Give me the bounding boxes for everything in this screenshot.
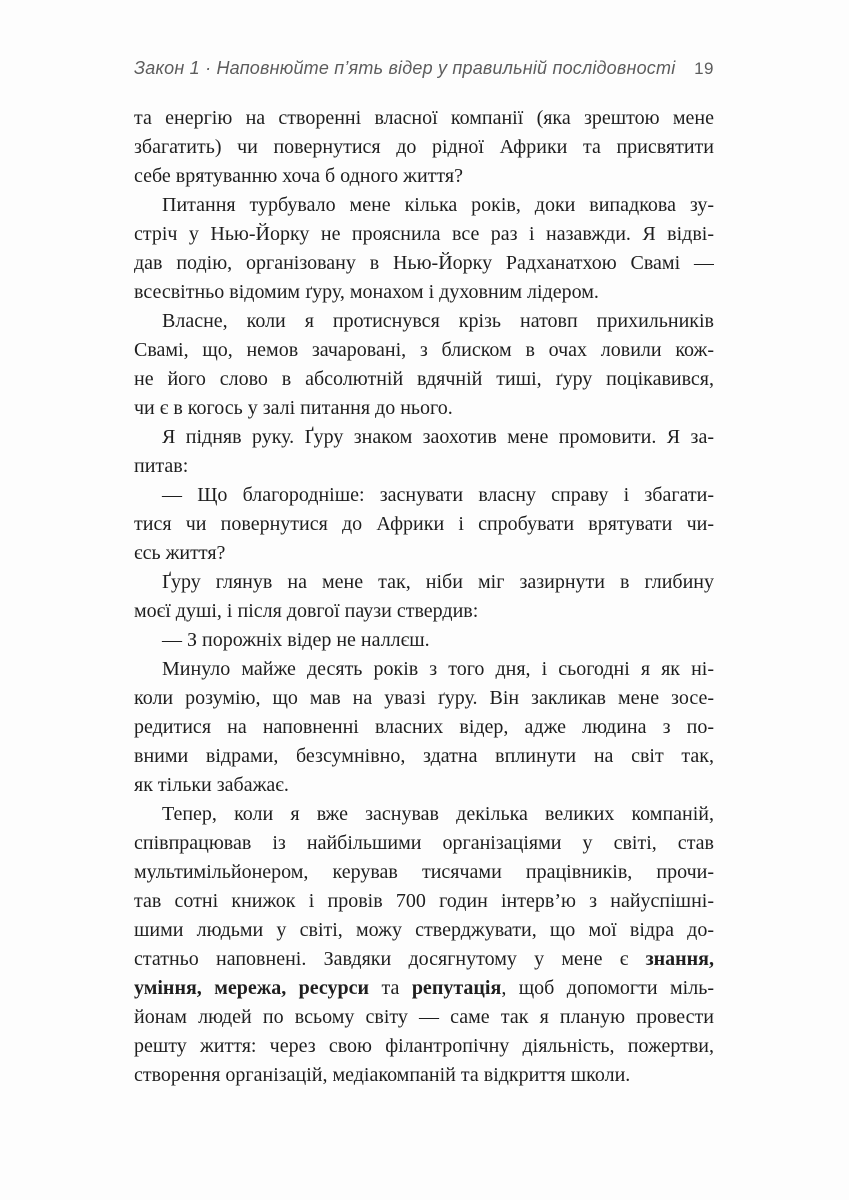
text-line — [134, 220, 714, 249]
text-line — [134, 626, 714, 655]
text-segment: шими людьми у світі, можу стверджувати, що мої відра до- — [134, 919, 714, 941]
text-segment: та — [369, 977, 412, 999]
text-segment: та енергію на створенні власної компанії (яка зрештою мене — [134, 107, 714, 129]
text-line — [134, 800, 714, 829]
text-line — [134, 423, 714, 452]
text-line — [134, 916, 714, 945]
text-line — [134, 887, 714, 916]
text-segment: моєї душі, і після довгої паузи ствердив: — [134, 600, 479, 622]
text-segment: статньо наповнені. Завдяки досягнутому у мене є — [134, 948, 646, 970]
text-line — [134, 452, 714, 481]
text-line — [134, 597, 714, 626]
text-line — [134, 742, 714, 771]
text-segment: Власне, коли я протиснувся крізь натовп прихильників — [162, 310, 714, 332]
text-segment: не його слово в абсолютній вдячній тиші, ґуру поцікавився, — [134, 368, 714, 390]
bold-text-segment: уміння, мережа, ресурси — [134, 977, 370, 999]
text-segment: тися чи повернутися до Африки і спробувати врятувати чи- — [134, 513, 714, 535]
text-line — [134, 858, 714, 887]
text-line — [134, 829, 714, 858]
text-segment: збагатить) чи повернутися до рідної Африки та присвятити — [134, 136, 714, 158]
text-line — [134, 539, 714, 568]
text-line — [134, 1003, 714, 1032]
text-line — [134, 684, 714, 713]
text-segment: чи є в когось у залі питання до нього. — [134, 397, 453, 419]
text-segment: всесвітньо відомим ґуру, монахом і духовним лідером. — [134, 281, 599, 303]
text-line — [134, 974, 714, 1003]
text-segment: Тепер, коли я вже заснував декілька великих компаній, — [162, 803, 714, 825]
text-line — [134, 481, 714, 510]
text-segment: — З порожніх відер не наллєш. — [162, 629, 430, 651]
text-line — [134, 1032, 714, 1061]
text-line — [134, 1061, 714, 1090]
text-line — [134, 510, 714, 539]
text-segment: , щоб допомогти міль- — [501, 977, 714, 999]
running-title: Закон 1 · Наповнюйте п’ять відер у правильній послідовності — [134, 58, 676, 78]
text-line — [134, 162, 714, 191]
running-header — [134, 58, 714, 79]
text-segment: співпрацював із найбільшими організаціями у світі, став — [134, 832, 714, 854]
text-segment: мультимільйонером, керував тисячами працівників, прочи- — [134, 861, 714, 883]
text-segment: йонам людей по всьому світу — саме так я планую провести — [134, 1006, 714, 1028]
text-line — [134, 713, 714, 742]
text-line — [134, 365, 714, 394]
text-segment: дав подію, організовану в Нью-Йорку Радханатхою Свамі — — [134, 252, 714, 274]
text-line — [134, 771, 714, 800]
text-segment: як тільки забажає. — [134, 774, 289, 796]
text-segment: — Що благородніше: заснувати власну справу і збагати- — [162, 484, 714, 506]
text-line — [134, 104, 714, 133]
text-line — [134, 394, 714, 423]
text-line — [134, 568, 714, 597]
text-line — [134, 278, 714, 307]
text-segment: стріч у Нью-Йорку не прояснила все раз і назавжди. Я відві- — [134, 223, 714, 245]
text-segment: тав сотні книжок і провів 700 годин інтерв’ю з найуспішні- — [134, 890, 714, 912]
text-segment: Я підняв руку. Ґуру знаком заохотив мене промовити. Я за- — [162, 426, 714, 448]
text-segment: себе врятуванню хоча б одного життя? — [134, 165, 463, 187]
bold-text-segment: знання, — [645, 948, 714, 970]
text-segment: Свамі, що, немов зачаровані, з блиском в очах ловили кож- — [134, 339, 714, 361]
text-line — [134, 249, 714, 278]
text-segment: вними відрами, безсумнівно, здатна вплинути на світ так, — [134, 745, 714, 767]
text-line — [134, 307, 714, 336]
text-segment: Минуло майже десять років з того дня, і сьогодні я як ні- — [162, 658, 714, 680]
text-segment: коли розумію, що мав на увазі ґуру. Він закликав мене зосе- — [134, 687, 714, 709]
page-number: 19 — [694, 59, 714, 78]
text-segment: Ґуру глянув на мене так, ніби міг зазирнути в глибину — [162, 571, 714, 593]
text-line — [134, 336, 714, 365]
text-line — [134, 191, 714, 220]
text-segment: створення організацій, медіакомпаній та відкриття школи. — [134, 1064, 631, 1086]
text-segment: редитися на наповненні власних відер, адже людина з по- — [134, 716, 714, 738]
text-line — [134, 133, 714, 162]
bold-text-segment: репутація — [411, 977, 502, 999]
text-line — [134, 655, 714, 684]
text-line — [134, 945, 714, 974]
text-segment: єсь життя? — [134, 542, 226, 564]
text-segment: решту життя: через свою філантропічну діяльність, пожертви, — [134, 1035, 714, 1057]
text-segment: питав: — [134, 455, 189, 477]
page-body-text — [134, 104, 714, 1090]
text-segment: Питання турбувало мене кілька років, доки випадкова зу- — [162, 194, 714, 216]
